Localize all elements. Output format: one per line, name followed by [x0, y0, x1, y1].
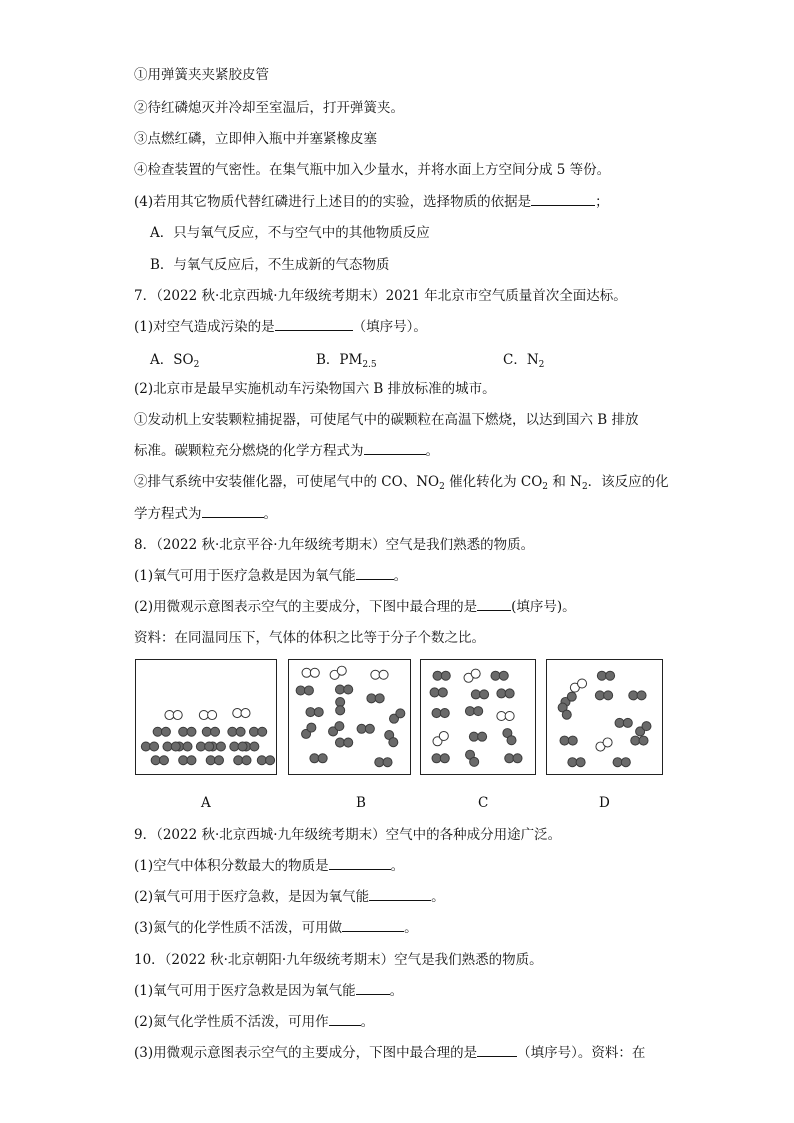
- nitrogen-molecule: [430, 688, 447, 697]
- nitrogen-molecule: [465, 707, 482, 716]
- atom: [642, 722, 651, 731]
- atom: [471, 690, 480, 699]
- nitrogen-molecule: [433, 671, 450, 680]
- q7-part2-2b-text: 学方程式为: [134, 506, 202, 522]
- diagram-d-molecules: [547, 660, 662, 774]
- atom: [629, 691, 638, 700]
- nitrogen-molecule: [505, 754, 522, 763]
- oxygen-molecule: [371, 670, 388, 679]
- atom: [336, 698, 345, 707]
- atom: [497, 689, 506, 698]
- atom: [505, 754, 514, 763]
- nitrogen-molecule: [336, 698, 345, 715]
- atom: [491, 671, 500, 680]
- atom: [606, 671, 615, 680]
- atom: [375, 694, 384, 703]
- atom: [379, 670, 388, 679]
- nitrogen-molecule: [568, 758, 585, 767]
- atom: [159, 756, 168, 765]
- q7-part2: (2)北京市是最早实施机动车污染物国六 B 排放标准的城市。: [134, 381, 496, 397]
- atom: [335, 722, 344, 731]
- oxygen-molecule: [464, 669, 480, 682]
- nitrogen-molecule: [491, 671, 508, 680]
- atom: [179, 727, 188, 736]
- nitrogen-molecule: [595, 691, 612, 700]
- nitrogen-molecule: [249, 727, 266, 736]
- oxygen-molecule: [570, 679, 586, 692]
- atom: [597, 671, 606, 680]
- atom: [163, 742, 172, 751]
- q9-part1: [134, 857, 404, 875]
- atom: [318, 754, 327, 763]
- q7-option-a-sub: 2: [193, 360, 200, 370]
- diagram-b: [288, 659, 411, 775]
- atom: [440, 709, 449, 718]
- atom: [568, 758, 577, 767]
- q9-part1-text: (1)空气中体积分数最大的物质是: [134, 858, 329, 874]
- q7-p22-a2: 催化转化为 CO: [444, 474, 543, 490]
- atom: [623, 718, 632, 727]
- oxygen-molecule: [497, 711, 514, 720]
- nitrogen-molecule: [230, 742, 247, 751]
- q8-part1-text: (1)氧气可用于医疗急救是因为氧气能: [134, 568, 356, 584]
- step-1: ①用弹簧夹夹紧胶皮管: [134, 67, 269, 83]
- nitrogen-molecule: [558, 703, 571, 719]
- atom: [562, 710, 571, 719]
- q7-option-c-sub: 2: [538, 360, 545, 370]
- answer-blank[interactable]: [531, 193, 595, 206]
- q7-part2-1a: ①发动机上安装颗粒捕捉器，可使尾气中的碳颗粒在高温下燃烧，以达到国六 B 排放: [134, 412, 639, 428]
- diagram-label-a: A: [201, 795, 211, 811]
- atom: [604, 691, 613, 700]
- answer-blank[interactable]: [342, 919, 404, 932]
- atom: [474, 707, 483, 716]
- nitrogen-molecule: [302, 723, 316, 738]
- atom: [336, 706, 345, 715]
- diagram-a: [135, 659, 277, 775]
- q7-p22-a4: ．该反应的化: [587, 474, 669, 490]
- nitrogen-molecule: [636, 722, 651, 736]
- atom: [439, 731, 448, 740]
- answer-blank[interactable]: [275, 318, 353, 331]
- nitrogen-molecule: [163, 742, 180, 751]
- nitrogen-molecule: [503, 729, 516, 745]
- nitrogen-molecule: [306, 708, 323, 717]
- atom: [161, 727, 170, 736]
- q7-part2-2a: [134, 473, 669, 491]
- atom: [344, 685, 353, 694]
- atom: [187, 727, 196, 736]
- q9-part3-text: (3)氮气的化学性质不活泼，可用做: [134, 920, 343, 936]
- oxygen-molecule: [302, 668, 319, 677]
- atom: [432, 754, 441, 763]
- diagram-label-b: B: [356, 795, 366, 811]
- atom: [433, 671, 442, 680]
- atom: [389, 738, 398, 747]
- atom: [150, 742, 159, 751]
- atom: [306, 708, 315, 717]
- atom: [603, 738, 612, 747]
- answer-blank[interactable]: [356, 982, 390, 995]
- q7-p22-sub1: 2: [439, 482, 445, 492]
- q9-part2-tail: 。: [431, 889, 445, 905]
- answer-blank[interactable]: [369, 888, 431, 901]
- nitrogen-molecule: [629, 691, 646, 700]
- atom: [560, 736, 569, 745]
- q9-part2: [134, 888, 445, 906]
- atom: [615, 718, 624, 727]
- atom: [242, 756, 251, 765]
- q7-part2-1b-text: 标准。碳颗粒充分燃烧的化学方程式为: [134, 443, 364, 459]
- nitrogen-molecule: [202, 727, 219, 736]
- atom: [183, 742, 192, 751]
- answer-blank[interactable]: [202, 505, 264, 518]
- atom: [432, 709, 441, 718]
- nitrogen-molecule: [432, 754, 449, 763]
- nitrogen-molecule: [151, 756, 168, 765]
- q9-part1-tail: 。: [390, 858, 405, 874]
- q7-part1: [134, 318, 427, 336]
- oxygen-molecule: [433, 731, 448, 745]
- atom: [202, 727, 211, 736]
- q8-note: 资料：在同温同压下，气体的体积之比等于分子个数之比。: [134, 630, 485, 646]
- atom: [383, 758, 392, 767]
- q7-option-b-sub: 2.5: [362, 360, 377, 370]
- atom: [304, 686, 313, 695]
- atom: [257, 756, 266, 765]
- atom: [430, 688, 439, 697]
- oxygen-molecule: [596, 738, 612, 751]
- atom: [375, 758, 384, 767]
- atom: [241, 709, 250, 718]
- q10-part2-text: (2)氮气化学性质不活泼，可用作: [134, 1014, 329, 1030]
- atom: [234, 756, 243, 765]
- q7-part1-text: (1)对空气造成污染的是: [134, 319, 275, 335]
- atom: [173, 711, 182, 720]
- atom: [233, 709, 242, 718]
- atom: [440, 754, 449, 763]
- atom: [196, 742, 205, 751]
- q7-option-a: [150, 348, 199, 368]
- atom: [249, 727, 258, 736]
- nitrogen-molecule: [310, 754, 327, 763]
- atom: [205, 742, 214, 751]
- atom: [478, 732, 487, 741]
- nitrogen-molecule: [228, 727, 245, 736]
- nitrogen-molecule: [615, 718, 632, 727]
- q8-part2: [134, 598, 576, 616]
- nitrogen-molecule: [497, 689, 514, 698]
- step-3: ③点燃红磷，立即伸入瓶中并塞紧橡皮塞: [134, 131, 377, 147]
- answer-blank[interactable]: [477, 598, 511, 611]
- atom: [310, 668, 319, 677]
- q7-part2-2b-tail: 。: [263, 506, 277, 522]
- atom: [258, 727, 267, 736]
- q10-part3-text: (3)用微观示意图表示空气的主要成分，下图中最合理的是: [134, 1045, 478, 1061]
- q9-part2-text: (2)氧气可用于医疗急救，是因为氧气能: [134, 889, 370, 905]
- atom: [465, 707, 474, 716]
- q7-option-c-text: C．N: [503, 352, 539, 368]
- atom: [199, 711, 208, 720]
- q7-p22-a1: ②排气系统中安装催化器，可使尾气中的 CO、NO: [134, 474, 440, 490]
- atom: [568, 736, 577, 745]
- q10-part2-tail: 。: [360, 1014, 375, 1030]
- q7-p22-sub3: 2: [581, 482, 588, 492]
- atom: [367, 694, 376, 703]
- atom: [314, 708, 323, 717]
- q7-stem: 7．（2022 秋·北京西城·九年级统考期末）2021 年北京市空气质量首次全面达标。: [134, 288, 627, 304]
- q10-part1-tail: 。: [389, 983, 404, 999]
- diagram-c: [420, 659, 536, 775]
- atom: [595, 691, 604, 700]
- atom: [578, 679, 587, 688]
- q8-part1-tail: 。: [393, 568, 408, 584]
- atom: [250, 742, 259, 751]
- q7-part2-1b-tail: 。: [425, 443, 439, 459]
- q6-option-b: B．与氧气反应后，不生成新的气态物质: [150, 257, 390, 273]
- diagram-label-c: C: [478, 795, 489, 811]
- q7-option-b-text: B．PM: [316, 352, 363, 368]
- atom: [230, 742, 239, 751]
- nitrogen-molecule: [179, 727, 196, 736]
- atom: [236, 727, 245, 736]
- atom: [507, 736, 516, 745]
- answer-blank[interactable]: [477, 1044, 517, 1057]
- q10-part3-tail: （填序号）。资料：在: [517, 1045, 646, 1061]
- oxygen-molecule: [233, 709, 250, 718]
- q7-option-a-text: A．SO: [150, 352, 194, 368]
- atom: [471, 669, 480, 678]
- atom: [505, 689, 514, 698]
- step-2: ②待红磷熄灭并冷却至室温后，打开弹簧夹。: [134, 100, 404, 116]
- atom: [365, 724, 374, 733]
- q8-part1: [134, 567, 407, 585]
- q9-part3-tail: 。: [404, 920, 418, 936]
- nitrogen-molecule: [385, 731, 398, 747]
- q10-stem: 10．（2022 秋·北京朝阳·九年级统考期末）空气是我们熟悉的物质。: [134, 952, 543, 968]
- nitrogen-molecule: [560, 736, 577, 745]
- atom: [470, 757, 479, 766]
- nitrogen-molecule: [329, 722, 344, 736]
- q9-part3: [134, 919, 418, 937]
- oxygen-molecule: [330, 666, 346, 679]
- diagram-c-molecules: [421, 660, 535, 774]
- atom: [505, 711, 514, 720]
- atom: [238, 742, 247, 751]
- q10-part1: [134, 982, 403, 1000]
- q10-part2: [134, 1013, 374, 1031]
- atom: [499, 671, 508, 680]
- q8-part2-tail: (填序号)。: [511, 599, 576, 615]
- nitrogen-molecule: [206, 756, 223, 765]
- atom: [206, 756, 215, 765]
- nitrogen-molecule: [179, 756, 196, 765]
- atom: [208, 711, 217, 720]
- step-4: ④检查装置的气密性。在集气瓶中加入少量水，并将水面上方空间分成 5 等份。: [134, 162, 611, 178]
- nitrogen-molecule: [335, 685, 352, 694]
- atom: [296, 686, 305, 695]
- q7-part2-1b: [134, 442, 439, 460]
- q7-part2-2b: [134, 505, 277, 523]
- nitrogen-molecule: [389, 709, 404, 723]
- atom: [357, 724, 366, 733]
- atom: [211, 727, 220, 736]
- atom: [216, 742, 225, 751]
- q6-option-a: A．只与氧气反应，不与空气中的其他物质反应: [150, 225, 430, 241]
- atom: [480, 690, 489, 699]
- nitrogen-molecule: [296, 686, 313, 695]
- atom: [567, 692, 576, 701]
- nitrogen-molecule: [153, 727, 170, 736]
- q6-part4-tail: ；: [595, 194, 609, 210]
- diagram-a-molecules: [136, 660, 276, 774]
- nitrogen-molecule: [234, 756, 251, 765]
- atom: [228, 727, 237, 736]
- atom: [141, 742, 150, 751]
- atom: [438, 688, 447, 697]
- nitrogen-molecule: [375, 758, 392, 767]
- atom: [396, 709, 405, 718]
- nitrogen-molecule: [471, 690, 488, 699]
- atom: [371, 670, 380, 679]
- atom: [613, 758, 622, 767]
- atom: [171, 742, 180, 751]
- atom: [637, 691, 646, 700]
- q9-stem: 9．（2022 秋·北京西城·九年级统考期末）空气中的各种成分用途广泛。: [134, 827, 562, 843]
- nitrogen-molecule: [367, 694, 384, 703]
- atom: [335, 738, 344, 747]
- diagram-d: [546, 659, 663, 775]
- nitrogen-molecule: [613, 758, 630, 767]
- answer-blank[interactable]: [356, 567, 394, 580]
- diagram-label-d: D: [599, 795, 610, 811]
- atom: [165, 711, 174, 720]
- q10-part1-text: (1)氧气可用于医疗急救是因为氧气能: [134, 983, 356, 999]
- atom: [621, 758, 630, 767]
- nitrogen-molecule: [196, 742, 213, 751]
- atom: [151, 756, 160, 765]
- atom: [513, 754, 522, 763]
- atom: [153, 727, 162, 736]
- q7-part1-tail: （填序号）。: [352, 319, 427, 335]
- q7-p22-a3: 和 N: [548, 474, 582, 490]
- nitrogen-molecule: [597, 671, 614, 680]
- q8-part2-text: (2)用微观示意图表示空气的主要成分，下图中最合理的是: [134, 599, 478, 615]
- nitrogen-molecule: [432, 709, 449, 718]
- atom: [576, 758, 585, 767]
- q6-part4: [134, 193, 609, 211]
- atom: [335, 685, 344, 694]
- q6-part4-text: (4)若用其它物质代替红磷进行上述目的的实验，选择物质的依据是: [134, 194, 532, 210]
- nitrogen-molecule: [631, 736, 648, 745]
- atom: [441, 671, 450, 680]
- atom: [187, 756, 196, 765]
- answer-blank[interactable]: [329, 857, 391, 870]
- atom: [214, 756, 223, 765]
- nitrogen-molecule: [257, 756, 274, 765]
- atom: [266, 756, 275, 765]
- q7-p22-sub2: 2: [542, 482, 549, 492]
- nitrogen-molecule: [469, 732, 486, 741]
- atom: [302, 668, 311, 677]
- nitrogen-molecule: [466, 750, 479, 766]
- answer-blank[interactable]: [329, 1013, 361, 1026]
- atom: [337, 666, 346, 675]
- nitrogen-molecule: [357, 724, 374, 733]
- oxygen-molecule: [199, 711, 216, 720]
- q7-option-c: [503, 348, 544, 368]
- q7-option-b: [316, 348, 377, 368]
- atom: [631, 736, 640, 745]
- atom: [307, 723, 316, 732]
- nitrogen-molecule: [141, 742, 158, 751]
- atom: [497, 711, 506, 720]
- atom: [469, 732, 478, 741]
- q10-part3: [134, 1044, 645, 1062]
- nitrogen-molecule: [335, 738, 352, 747]
- oxygen-molecule: [165, 711, 182, 720]
- diagram-b-molecules: [289, 660, 410, 774]
- atom: [310, 754, 319, 763]
- atom: [639, 736, 648, 745]
- atom: [179, 756, 188, 765]
- answer-blank[interactable]: [364, 442, 426, 455]
- atom: [344, 738, 353, 747]
- q8-stem: 8．（2022 秋·北京平谷·九年级统考期末）空气是我们熟悉的物质。: [134, 537, 535, 553]
